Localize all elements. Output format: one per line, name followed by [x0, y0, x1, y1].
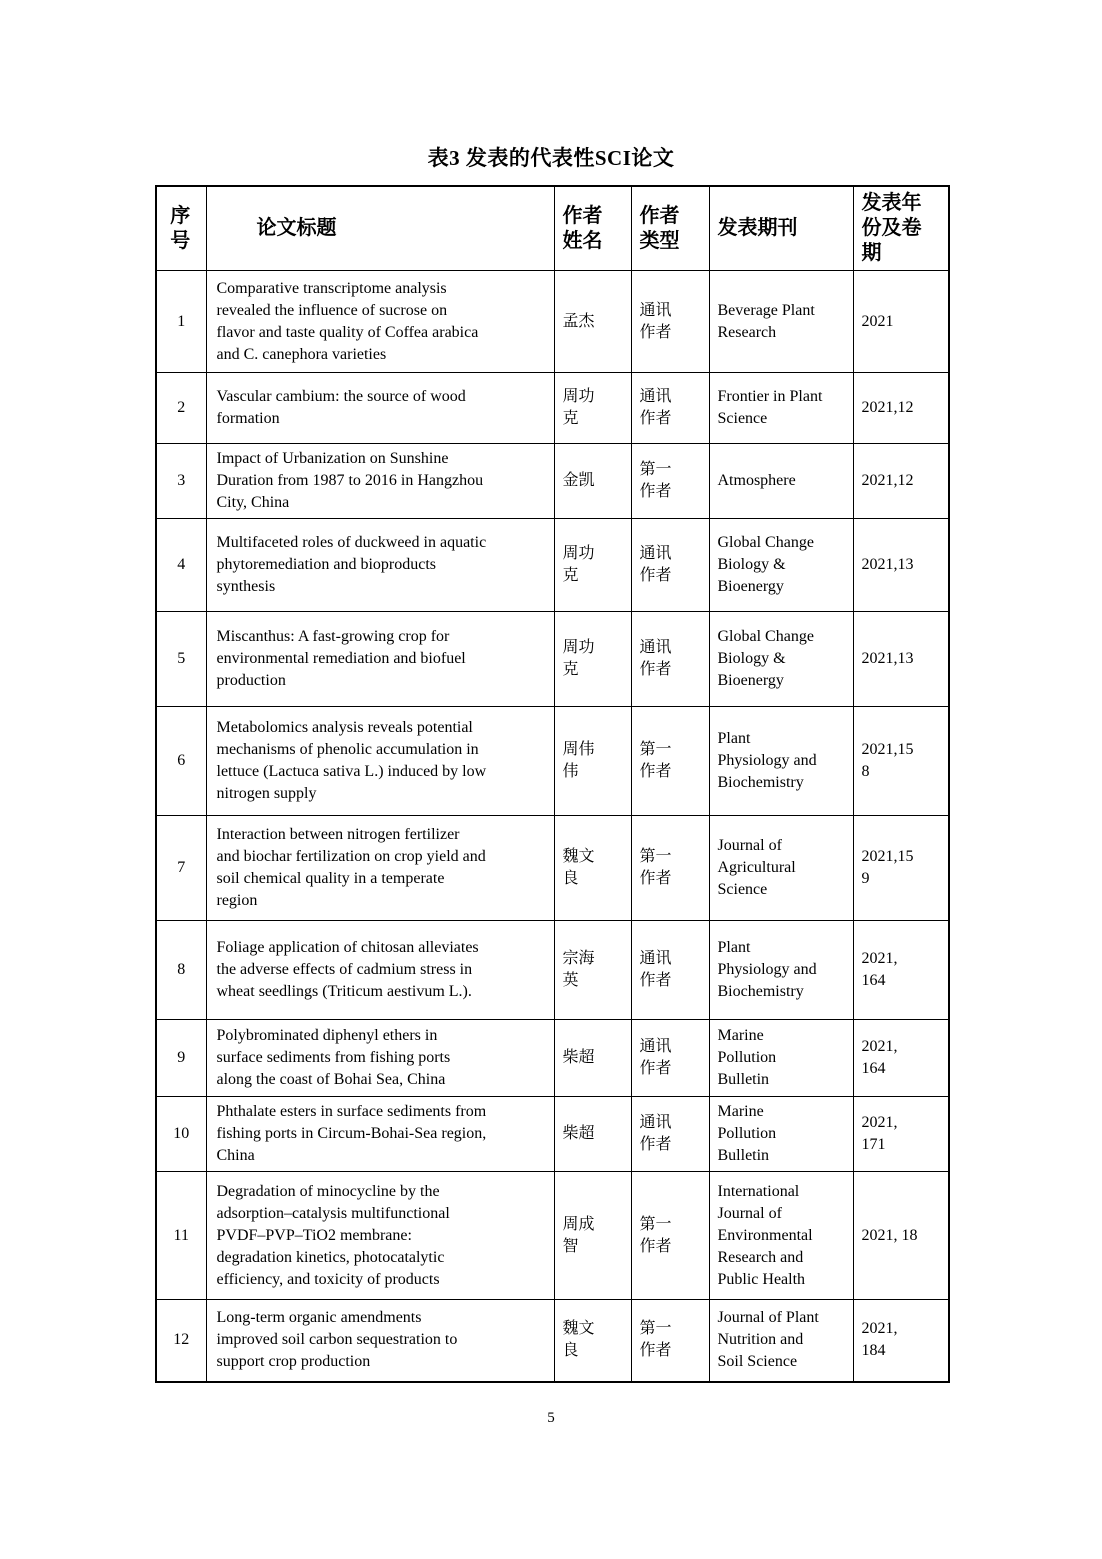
- author-type-cell: 通讯作者: [631, 1097, 709, 1172]
- author-type-cell: 通讯作者: [631, 271, 709, 373]
- column-header-year: 发表年份及卷期: [853, 186, 949, 271]
- author-name-cell: 宗海英: [554, 921, 631, 1020]
- author-type-cell: 第一作者: [631, 707, 709, 816]
- journal-cell: Atmosphere: [709, 444, 853, 519]
- year-volume-cell: 2021, 164: [853, 921, 949, 1020]
- row-number-cell: 3: [156, 444, 206, 519]
- column-header-author-type: 作者类型: [631, 186, 709, 271]
- journal-cell: Plant Physiology and Biochemistry: [709, 707, 853, 816]
- row-number-cell: 6: [156, 707, 206, 816]
- year-volume-cell: 2021, 171: [853, 1097, 949, 1172]
- year-volume-cell: 2021,158: [853, 707, 949, 816]
- table-row: [156, 373, 949, 444]
- column-header-title: 论文标题: [206, 186, 554, 271]
- author-type-cell: 第一作者: [631, 1300, 709, 1382]
- row-number-cell: 4: [156, 519, 206, 612]
- year-volume-cell: 2021,12: [853, 444, 949, 519]
- table-caption: 表3 发表的代表性SCI论文: [427, 146, 675, 170]
- row-number-cell: 5: [156, 612, 206, 707]
- table-row: [156, 612, 949, 707]
- year-volume-cell: 2021, 18: [853, 1172, 949, 1300]
- author-type-cell: 通讯作者: [631, 1020, 709, 1097]
- paper-title-cell: Foliage application of chitosan alleviates the adverse effects of cadmium stress in wheat seedlings (Triticum aestivum L.).: [206, 921, 554, 1020]
- row-number-cell: 12: [156, 1300, 206, 1382]
- author-type-cell: 第一作者: [631, 816, 709, 921]
- table-body: [156, 271, 949, 1382]
- sci-papers-table: [155, 185, 950, 1383]
- journal-cell: Global Change Biology & Bioenergy: [709, 612, 853, 707]
- table-header-row: [156, 186, 949, 271]
- row-number-cell: 7: [156, 816, 206, 921]
- page-number: 5: [547, 1410, 555, 1426]
- author-type-cell: 通讯作者: [631, 921, 709, 1020]
- paper-title-cell: Vascular cambium: the source of wood formation: [206, 373, 554, 444]
- table-row: [156, 816, 949, 921]
- row-number-cell: 2: [156, 373, 206, 444]
- journal-cell: Frontier in Plant Science: [709, 373, 853, 444]
- author-name-cell: 魏文良: [554, 1300, 631, 1382]
- table-row: [156, 271, 949, 373]
- table-row: [156, 707, 949, 816]
- table-row: [156, 921, 949, 1020]
- year-volume-cell: 2021,13: [853, 519, 949, 612]
- table-row: [156, 1097, 949, 1172]
- paper-title-cell: Degradation of minocycline by the adsorption–catalysis multifunctional PVDF–PVP–TiO2 membrane: degradation kinetics, photocatalytic efficiency, and toxicity of products: [206, 1172, 554, 1300]
- author-name-cell: 魏文良: [554, 816, 631, 921]
- paper-title-cell: Metabolomics analysis reveals potential mechanisms of phenolic accumulation in lettuce (Lactuca sativa L.) induced by low nitrogen supply: [206, 707, 554, 816]
- paper-title-cell: Comparative transcriptome analysis revealed the influence of sucrose on flavor and taste quality of Coffea arabica and C. canephora varieties: [206, 271, 554, 373]
- journal-cell: Beverage Plant Research: [709, 271, 853, 373]
- author-name-cell: 周功克: [554, 519, 631, 612]
- journal-cell: Global Change Biology & Bioenergy: [709, 519, 853, 612]
- author-name-cell: 周功克: [554, 612, 631, 707]
- author-name-cell: 周功克: [554, 373, 631, 444]
- journal-cell: Journal of Agricultural Science: [709, 816, 853, 921]
- paper-title-cell: Interaction between nitrogen fertilizer and biochar fertilization on crop yield and soil chemical quality in a temperate region: [206, 816, 554, 921]
- author-type-cell: 第一作者: [631, 1172, 709, 1300]
- paper-title-cell: Polybrominated diphenyl ethers in surface sediments from fishing ports along the coast of Bohai Sea, China: [206, 1020, 554, 1097]
- column-header-no: 序号: [156, 186, 206, 271]
- author-name-cell: 柴超: [554, 1097, 631, 1172]
- table-row: [156, 1020, 949, 1097]
- paper-title-cell: Impact of Urbanization on Sunshine Duration from 1987 to 2016 in Hangzhou City, China: [206, 444, 554, 519]
- table-row: [156, 1300, 949, 1382]
- author-name-cell: 金凯: [554, 444, 631, 519]
- year-volume-cell: 2021, 164: [853, 1020, 949, 1097]
- table-row: [156, 519, 949, 612]
- author-type-cell: 通讯作者: [631, 612, 709, 707]
- row-number-cell: 8: [156, 921, 206, 1020]
- author-name-cell: 周成智: [554, 1172, 631, 1300]
- author-name-cell: 柴超: [554, 1020, 631, 1097]
- author-type-cell: 通讯作者: [631, 373, 709, 444]
- row-number-cell: 1: [156, 271, 206, 373]
- table-row: [156, 1172, 949, 1300]
- journal-cell: Marine Pollution Bulletin: [709, 1097, 853, 1172]
- paper-title-cell: Miscanthus: A fast-growing crop for environmental remediation and biofuel production: [206, 612, 554, 707]
- paper-title-cell: Phthalate esters in surface sediments from fishing ports in Circum-Bohai-Sea region, China: [206, 1097, 554, 1172]
- table-row: [156, 444, 949, 519]
- paper-title-cell: Multifaceted roles of duckweed in aquatic phytoremediation and bioproducts synthesis: [206, 519, 554, 612]
- paper-title-cell: Long-term organic amendments improved soil carbon sequestration to support crop production: [206, 1300, 554, 1382]
- row-number-cell: 10: [156, 1097, 206, 1172]
- year-volume-cell: 2021, 184: [853, 1300, 949, 1382]
- column-header-author: 作者姓名: [554, 186, 631, 271]
- year-volume-cell: 2021,13: [853, 612, 949, 707]
- author-type-cell: 第一作者: [631, 444, 709, 519]
- journal-cell: Plant Physiology and Biochemistry: [709, 921, 853, 1020]
- row-number-cell: 11: [156, 1172, 206, 1300]
- author-type-cell: 通讯作者: [631, 519, 709, 612]
- author-name-cell: 孟杰: [554, 271, 631, 373]
- column-header-journal: 发表期刊: [709, 186, 853, 271]
- row-number-cell: 9: [156, 1020, 206, 1097]
- journal-cell: Marine Pollution Bulletin: [709, 1020, 853, 1097]
- year-volume-cell: 2021,159: [853, 816, 949, 921]
- year-volume-cell: 2021: [853, 271, 949, 373]
- year-volume-cell: 2021,12: [853, 373, 949, 444]
- author-name-cell: 周伟伟: [554, 707, 631, 816]
- journal-cell: International Journal of Environmental Research and Public Health: [709, 1172, 853, 1300]
- journal-cell: Journal of Plant Nutrition and Soil Science: [709, 1300, 853, 1382]
